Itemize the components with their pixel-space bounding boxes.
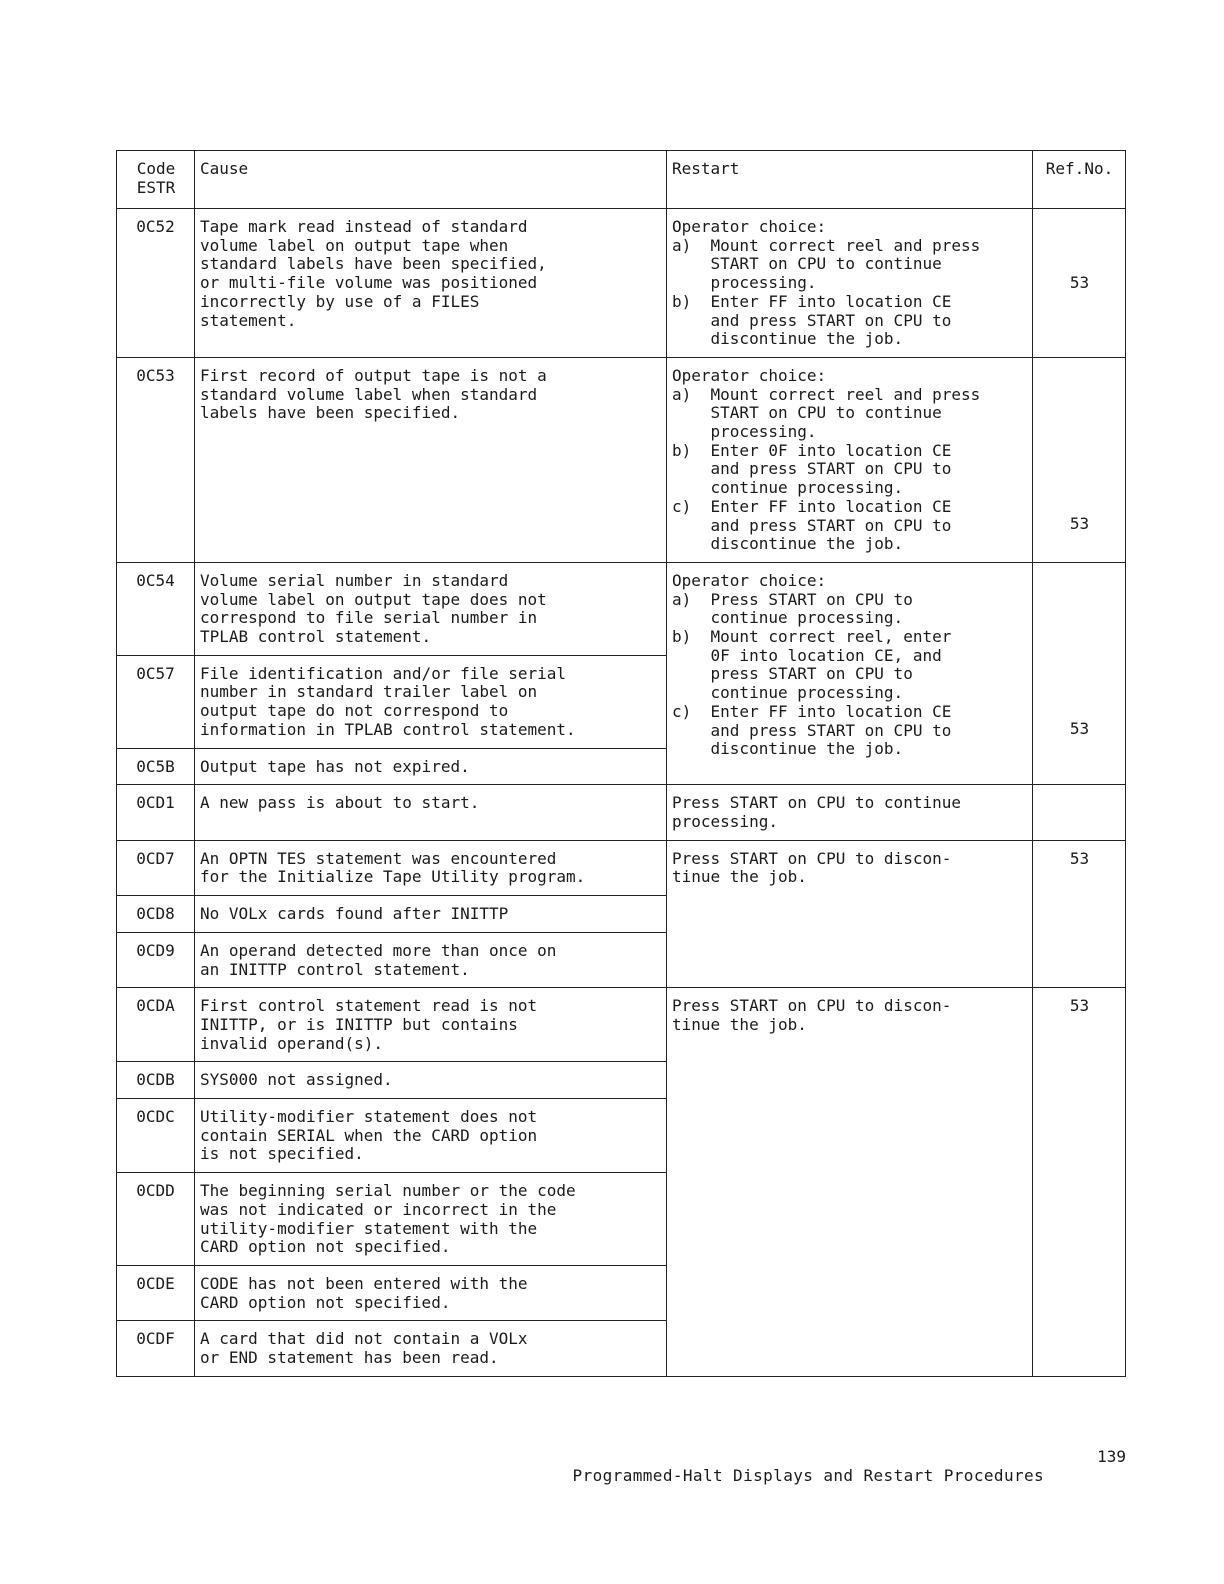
halt-code: 0CDF xyxy=(117,1321,195,1376)
halt-code: 0CDA xyxy=(117,988,195,1062)
halt-code: 0C54 xyxy=(117,562,195,655)
halt-code-table xyxy=(116,150,1126,1377)
ref-number: 53 xyxy=(1033,209,1126,358)
halt-code: 0C52 xyxy=(117,209,195,358)
table-row xyxy=(117,562,1126,655)
table-row xyxy=(117,840,1126,895)
table-row xyxy=(117,988,1126,1062)
restart-text: Press START on CPU to discon- tinue the job. xyxy=(667,840,1033,988)
halt-code: 0CD9 xyxy=(117,932,195,987)
table-row xyxy=(117,357,1126,562)
restart-text: Press START on CPU to continue processing. xyxy=(667,785,1033,840)
cause-text: SYS000 not assigned. xyxy=(195,1062,667,1099)
halt-code: 0CDE xyxy=(117,1265,195,1320)
restart-text: Operator choice: a) Mount correct reel and press START on CPU to continue processing. b) Enter 0F into location CE and press START on CPU to continue processing. c) Enter FF into location CE and press START on CPU to discontinue the job. xyxy=(667,357,1033,562)
cause-text: No VOLx cards found after INITTP xyxy=(195,896,667,933)
cause-text: CODE has not been entered with the CARD option not specified. xyxy=(195,1265,667,1320)
halt-code: 0CD8 xyxy=(117,896,195,933)
cause-text: Tape mark read instead of standard volume label on output tape when standard labels have been specified, or multi-file volume was positioned incorrectly by use of a FILES statement. xyxy=(195,209,667,358)
page-footer xyxy=(534,1447,1126,1523)
cause-text: First control statement read is not INITTP, or is INITTP but contains invalid operand(s). xyxy=(195,988,667,1062)
cause-text: A card that did not contain a VOLx or END statement has been read. xyxy=(195,1321,667,1376)
halt-code: 0C5B xyxy=(117,748,195,785)
restart-text: Press START on CPU to discon- tinue the job. xyxy=(667,988,1033,1377)
header-restart: Restart xyxy=(667,151,1033,209)
header-code: Code ESTR xyxy=(117,151,195,209)
halt-code: 0C57 xyxy=(117,655,195,748)
footer-title: Programmed-Halt Displays and Restart Procedures xyxy=(572,1466,1045,1485)
cause-text: The beginning serial number or the code was not indicated or incorrect in the utility-modifier statement with the CARD option not specified. xyxy=(195,1173,667,1266)
ref-number: 53 xyxy=(1033,357,1126,562)
halt-code: 0CD7 xyxy=(117,840,195,895)
cause-text: An operand detected more than once on an INITTP control statement. xyxy=(195,932,667,987)
table-row xyxy=(117,785,1126,840)
cause-text: An OPTN TES statement was encountered for the Initialize Tape Utility program. xyxy=(195,840,667,895)
header-ref-no: Ref.No. xyxy=(1033,151,1126,209)
ref-number: 53 xyxy=(1033,988,1126,1377)
halt-code: 0CDB xyxy=(117,1062,195,1099)
table-header-row xyxy=(117,151,1126,209)
ref-number: 53 xyxy=(1033,840,1126,988)
cause-text: Utility-modifier statement does not contain SERIAL when the CARD option is not specified. xyxy=(195,1099,667,1173)
cause-text: Output tape has not expired. xyxy=(195,748,667,785)
cause-text: Volume serial number in standard volume label on output tape does not correspond to file serial number in TPLAB control statement. xyxy=(195,562,667,655)
ref-number xyxy=(1033,785,1126,840)
cause-text: A new pass is about to start. xyxy=(195,785,667,840)
halt-code: 0C53 xyxy=(117,357,195,562)
cause-text: First record of output tape is not a standard volume label when standard labels have been specified. xyxy=(195,357,667,562)
header-cause: Cause xyxy=(195,151,667,209)
page-number: 139 xyxy=(1097,1447,1126,1466)
restart-text: Operator choice: a) Press START on CPU to continue processing. b) Mount correct reel, enter 0F into location CE, and press START on CPU to continue processing. c) Enter FF into location CE and press START on CPU to discontinue the job. xyxy=(667,562,1033,784)
table-row xyxy=(117,209,1126,358)
halt-code: 0CDD xyxy=(117,1173,195,1266)
ref-number: 53 xyxy=(1033,562,1126,784)
halt-code: 0CDC xyxy=(117,1099,195,1173)
restart-text: Operator choice: a) Mount correct reel and press START on CPU to continue processing. b) Enter FF into location CE and press START on CPU to discontinue the job. xyxy=(667,209,1033,358)
cause-text: File identification and/or file serial number in standard trailer label on output tape do not correspond to information in TPLAB control statement. xyxy=(195,655,667,748)
halt-code: 0CD1 xyxy=(117,785,195,840)
